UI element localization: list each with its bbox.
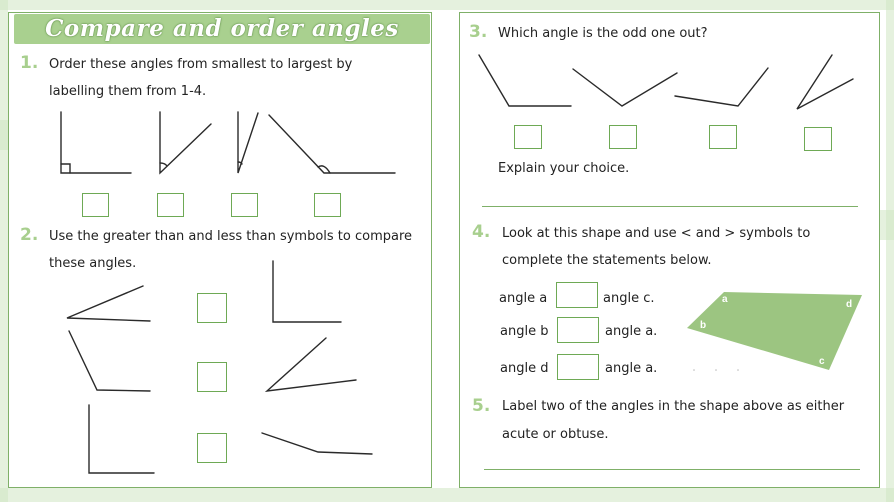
q2-angle-3 (69, 331, 150, 391)
question-1-text-2: labelling them from 1-4. (49, 84, 207, 99)
q4-statement-3-left: angle d (500, 361, 549, 376)
q2-angle-1 (67, 286, 150, 321)
question-5-text-2: acute or obtuse. (502, 427, 609, 442)
q2-angle-2 (273, 261, 341, 322)
question-3-explain-prompt: Explain your choice. (498, 161, 630, 176)
q1-angle-4 (269, 115, 395, 173)
q4-statement-1-right: angle c. (603, 291, 655, 306)
q4-statement-2-left: angle b (500, 324, 549, 339)
question-4-text-2: complete the statements below. (502, 253, 712, 268)
question-1-number: 1. (20, 53, 39, 73)
question-3-text: Which angle is the odd one out? (498, 26, 708, 41)
q1-angle-1 (61, 112, 131, 173)
q3-angle-2 (573, 69, 677, 106)
question-5-text: Label two of the angles in the shape above as either (502, 399, 845, 414)
q1-angle-3 (238, 112, 258, 173)
shape-label-b: b (700, 320, 707, 331)
question-2-text-2: these angles. (49, 256, 137, 271)
question-2-text: Use the greater than and less than symbols to compare (49, 229, 413, 244)
q4-statement-2-right: angle a. (605, 324, 658, 339)
q2-angle-5 (89, 405, 154, 473)
dotted-marks (693, 369, 739, 371)
page-title: Compare and order angles (45, 15, 399, 42)
q2-angle-4 (267, 338, 356, 391)
q4-statement-1-left: angle a (499, 291, 548, 306)
question-1-text: Order these angles from smallest to largest by (49, 57, 353, 72)
question-4-text: Look at this shape and use < and > symbols to (502, 226, 811, 241)
question-3-number: 3. (469, 22, 488, 42)
q2-angle-6 (262, 433, 372, 454)
q4-statement-3-right: angle a. (605, 361, 658, 376)
q1-angle-2 (160, 112, 211, 173)
shape-label-a: a (722, 294, 728, 305)
question-4-number: 4. (472, 222, 491, 242)
shape-label-c: c (819, 356, 825, 367)
question-5-number: 5. (472, 396, 491, 416)
shape-label-d: d (846, 299, 853, 310)
q3-angle-3 (675, 68, 768, 106)
q4-quadrilateral-shape (687, 292, 862, 370)
q3-angle-4 (797, 55, 853, 109)
question-2-number: 2. (20, 225, 39, 245)
q3-angle-1 (479, 55, 571, 106)
